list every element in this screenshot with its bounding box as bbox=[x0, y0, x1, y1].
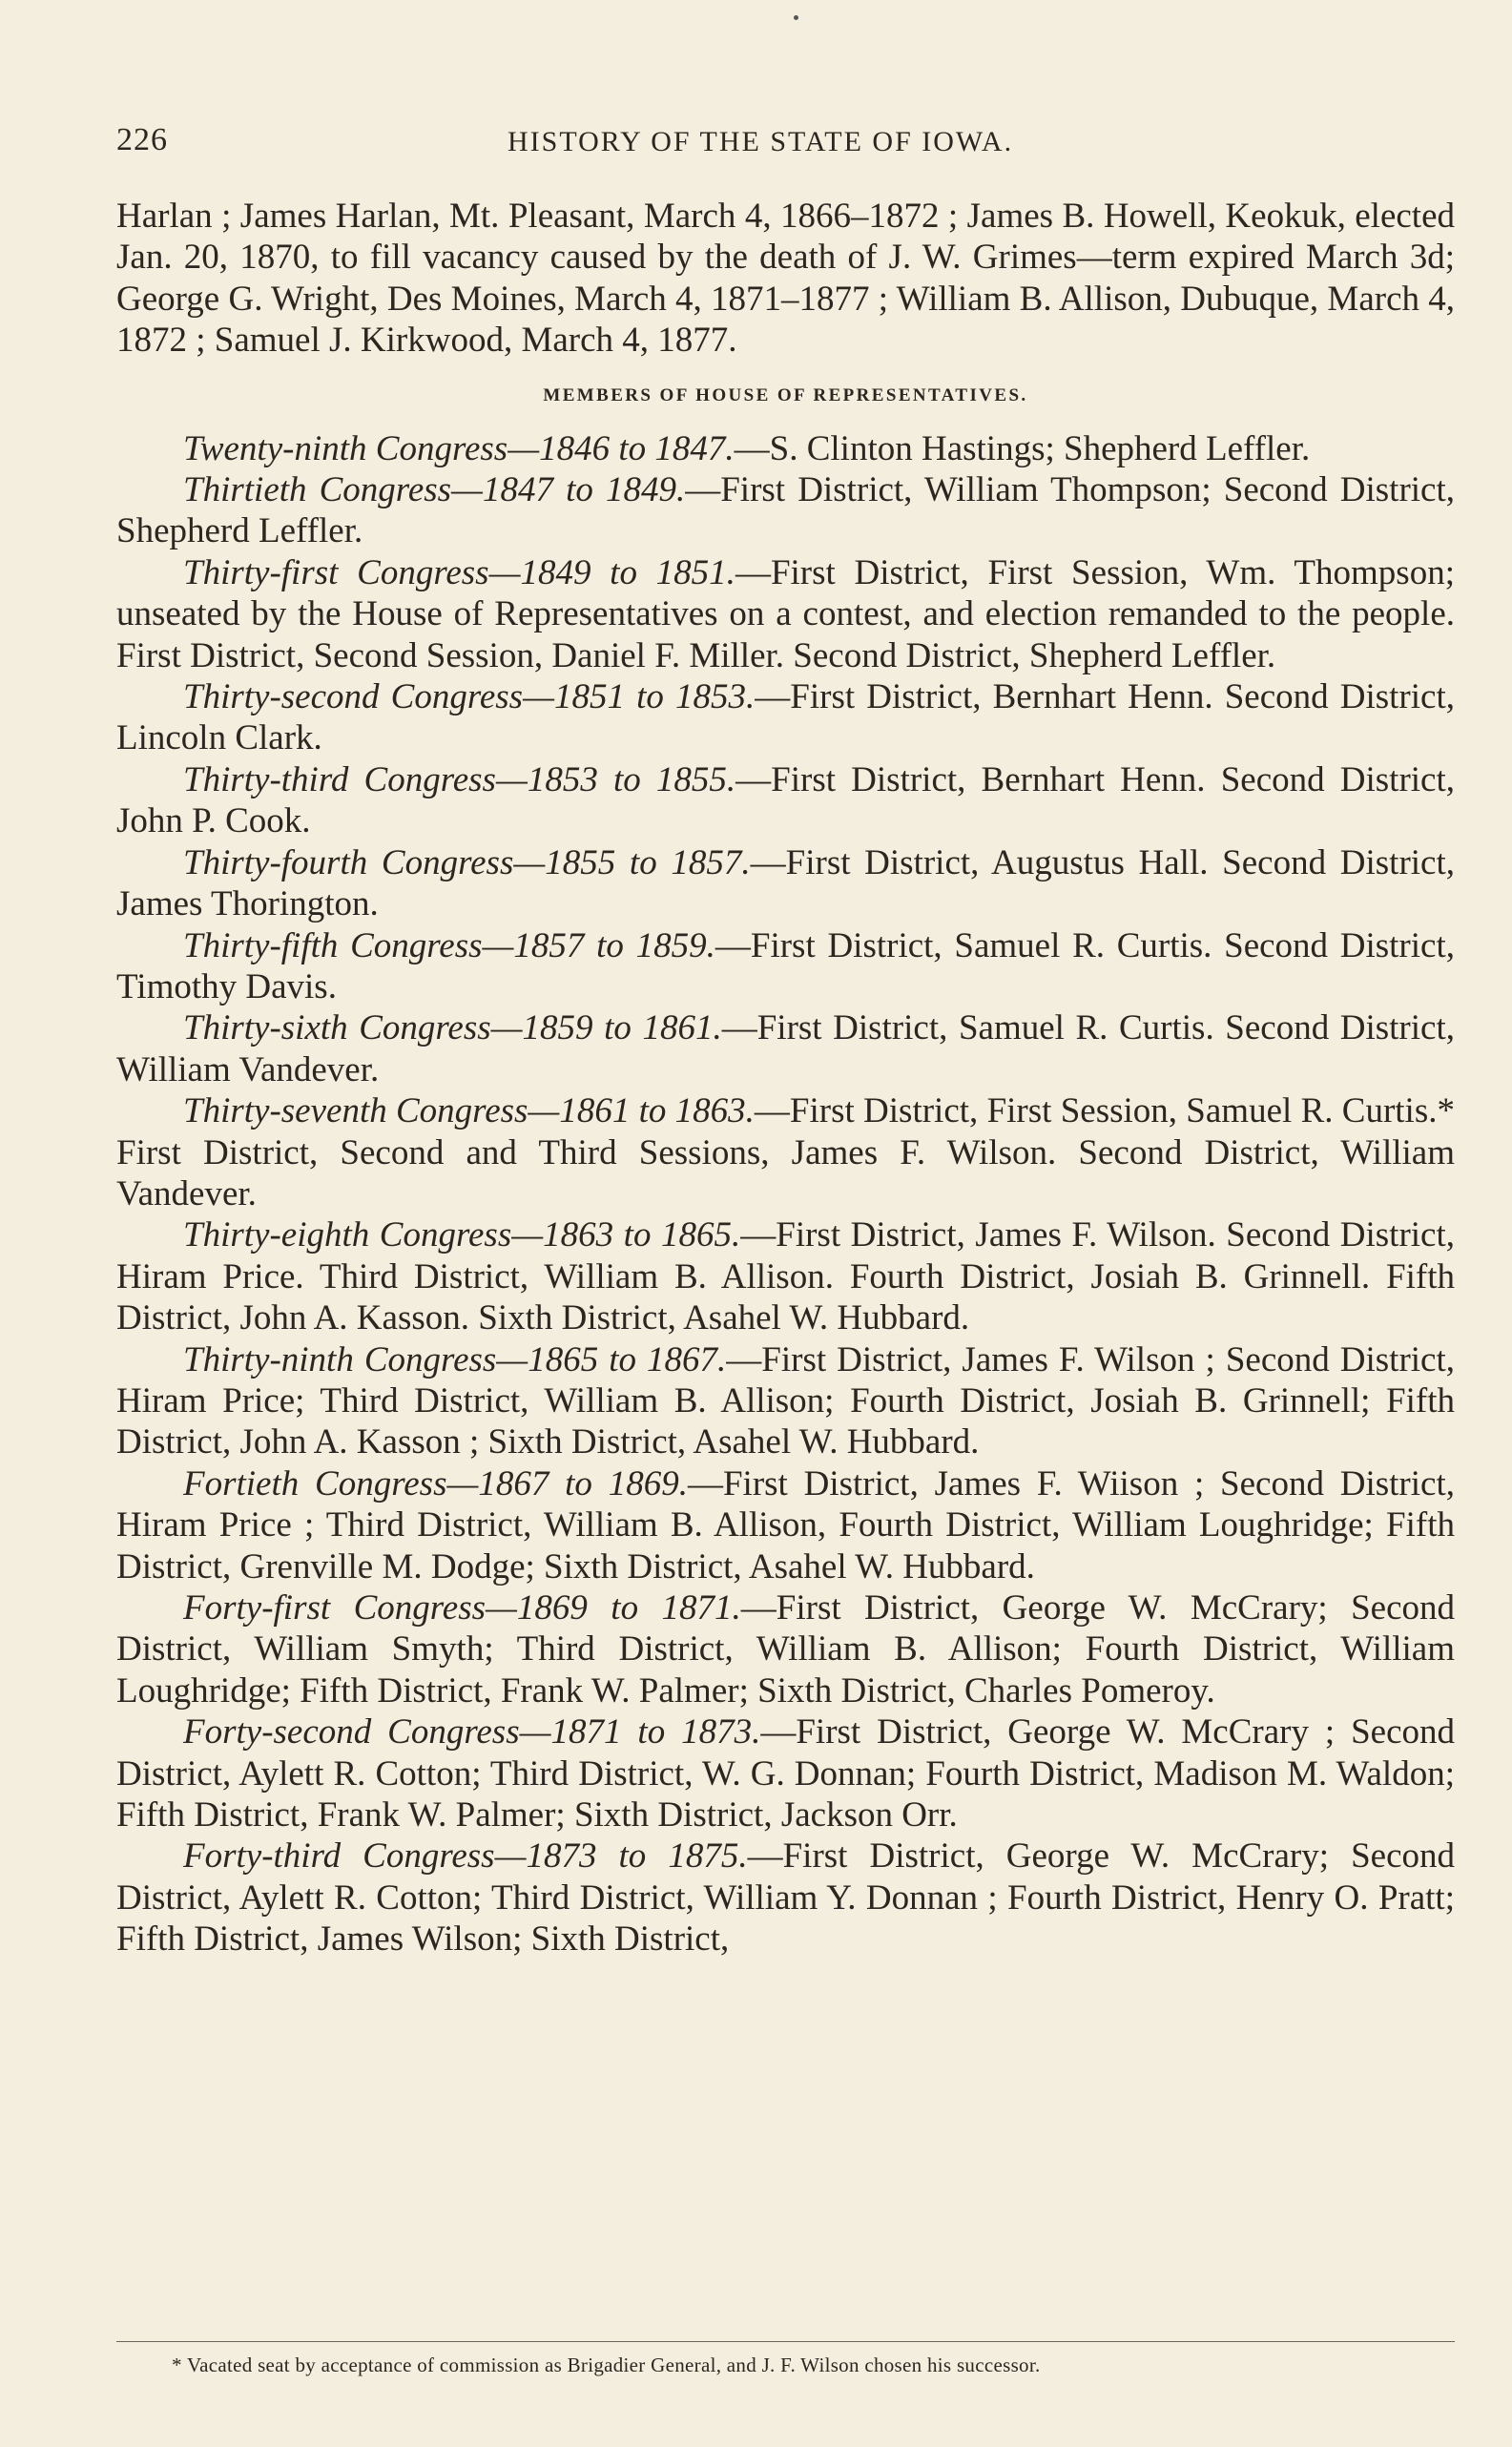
congress-entry bbox=[116, 469, 1455, 552]
congress-entry bbox=[116, 1090, 1455, 1214]
congress-title: Fortieth Congress—1867 to 1869. bbox=[183, 1463, 688, 1503]
congress-entry bbox=[116, 1214, 1455, 1338]
congress-entry bbox=[116, 552, 1455, 676]
congress-entry bbox=[116, 759, 1455, 842]
ink-speck bbox=[794, 15, 798, 20]
congress-members: —First District, George W. McCrary ; Second District, Aylett R. Cotton; Third District, W. G. Donnan; Fourth District, Madison M. Waldon; Fifth District, Frank W. Palmer; Sixth District, Jackson Orr. bbox=[116, 1712, 1455, 1835]
congress-title: Thirtieth Congress—1847 to 1849. bbox=[183, 470, 686, 510]
congress-title: Thirty-first Congress—1849 to 1851. bbox=[183, 552, 735, 592]
congress-title: Forty-first Congress—1869 to 1871. bbox=[183, 1588, 741, 1628]
congress-members: —First District, George W. McCrary; Second District, William Smyth; Third District, William B. Allison; Fourth District, William Loughridge; Fifth District, Frank W. Palmer; Sixth District, Charles Pomeroy. bbox=[116, 1588, 1456, 1711]
congress-title: Thirty-ninth Congress—1865 to 1867. bbox=[183, 1339, 727, 1379]
congress-members: —First District, George W. McCrary; Second District, Aylett R. Cotton; Third District, William Y. Donnan ; Fourth District, Henry O. Pratt; Fifth District, James Wilson; Sixth District, bbox=[116, 1836, 1455, 1960]
congress-entry bbox=[116, 1835, 1455, 1960]
footnote-text: * Vacated seat by acceptance of commission as Brigadier General, and J. F. Wilson chosen his successor. bbox=[172, 2354, 1041, 2376]
congress-title: Thirty-seventh Congress—1861 to 1863. bbox=[183, 1091, 755, 1131]
congress-members: —First District, First Session, Samuel R. Curtis.* First District, Second and Third Sessions, James F. Wilson. Second District, William Vandever. bbox=[116, 1091, 1455, 1213]
congress-entry bbox=[116, 1587, 1455, 1711]
congress-entry bbox=[116, 1711, 1455, 1835]
congress-members: —S. Clinton Hastings; Shepherd Leffler. bbox=[734, 428, 1311, 468]
congress-title: Thirty-third Congress—1853 to 1855. bbox=[183, 759, 736, 799]
congress-title: Forty-third Congress—1873 to 1875. bbox=[183, 1836, 748, 1877]
congress-title: Thirty-eighth Congress—1863 to 1865. bbox=[183, 1215, 741, 1255]
congress-title: Thirty-fourth Congress—1855 to 1857. bbox=[183, 842, 751, 882]
congress-members: —First District, First Session, Wm. Thompson; unseated by the House of Representatives on a contest, and election remanded to the people. First District, Second Session, Daniel F. Miller. Second District, Shepherd Leffler. bbox=[116, 552, 1455, 675]
running-head: HISTORY OF THE STATE OF IOWA. bbox=[507, 126, 1014, 157]
congress-members: —First District, William Thompson; Second District, Shepherd Leffler. bbox=[116, 470, 1456, 551]
congress-entry bbox=[116, 428, 1455, 469]
congress-entries bbox=[116, 428, 1455, 1960]
congress-title: Twenty-ninth Congress—1846 to 1847. bbox=[183, 428, 735, 468]
congress-members: —First District, James F. Wilson. Second District, Hiram Price. Third District, William B. Allison. Fourth District, Josiah B. Grinnell. Fifth District, John A. Kasson. Sixth District, Asahel W. Hubbard. bbox=[116, 1215, 1456, 1338]
congress-entry bbox=[116, 842, 1455, 925]
congress-title: Thirty-second Congress—1851 to 1853. bbox=[183, 677, 756, 717]
congress-entry bbox=[116, 1463, 1455, 1587]
page-header bbox=[116, 122, 1452, 160]
congress-members: —First District, Samuel R. Curtis. Second District, William Vandever. bbox=[116, 1008, 1455, 1089]
congress-members: —First District, James F. Wiison ; Second District, Hiram Price ; Third District, William B. Allison, Fourth District, William Loughridge; Fifth District, Grenville M. Dodge; Sixth District, Asahel W. Hubbard. bbox=[116, 1463, 1455, 1586]
congress-entry bbox=[116, 1007, 1455, 1090]
congress-members: —First District, James F. Wilson ; Second District, Hiram Price; Third District, William B. Allison; Fourth District, Josiah B. Grinnell; Fifth District, John A. Kasson ; Sixth District, Asahel W. Hubbard. bbox=[116, 1339, 1455, 1462]
congress-entry bbox=[116, 925, 1455, 1008]
page-body bbox=[116, 196, 1455, 1960]
congress-members: —First District, Bernhart Henn. Second District, Lincoln Clark. bbox=[116, 677, 1455, 758]
congress-members: —First District, Samuel R. Curtis. Second District, Timothy Davis. bbox=[116, 925, 1455, 1006]
footnote bbox=[116, 2341, 1455, 2377]
section-heading: MEMBERS OF HOUSE OF REPRESENTATIVES. bbox=[543, 384, 1028, 405]
intro-paragraph: Harlan ; James Harlan, Mt. Pleasant, March 4, 1866–1872 ; James B. Howell, Keokuk, elected Jan. 20, 1870, to fill vacancy caused by the death of J. W. Grimes—term expired March 3d; George G. Wright, Des Moines, March 4, 1871–1877 ; William B. Allison, Dubuque, March 4, 1872 ; Samuel J. Kirkwood, March 4, 1877. bbox=[116, 197, 1455, 361]
congress-members: —First District, Augustus Hall. Second District, James Thorington. bbox=[116, 842, 1456, 924]
congress-title: Thirty-fifth Congress—1857 to 1859. bbox=[183, 925, 715, 965]
congress-members: —First District, Bernhart Henn. Second District, John P. Cook. bbox=[116, 759, 1455, 841]
congress-title: Forty-second Congress—1871 to 1873. bbox=[183, 1712, 761, 1752]
page-number: 226 bbox=[116, 122, 168, 157]
congress-entry bbox=[116, 1339, 1455, 1463]
congress-title: Thirty-sixth Congress—1859 to 1861. bbox=[183, 1008, 722, 1048]
congress-entry bbox=[116, 676, 1455, 759]
